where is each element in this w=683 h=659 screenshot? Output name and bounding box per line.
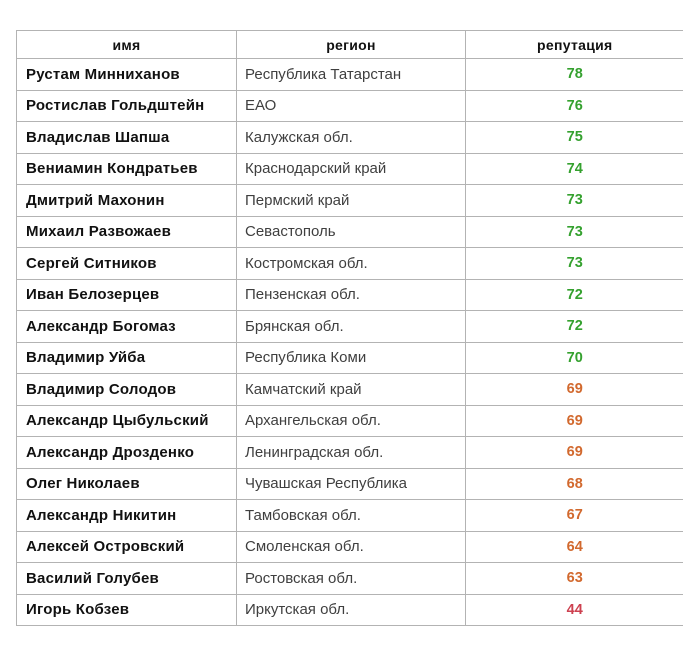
table-row [17, 374, 683, 406]
reputation-table [16, 30, 683, 626]
region-name: Костромская обл. [237, 248, 466, 280]
governor-name: Вениамин Кондратьев [17, 153, 237, 185]
table-row [17, 405, 683, 437]
governor-name: Михаил Развожаев [17, 216, 237, 248]
table-row [17, 342, 683, 374]
reputation-score: 73 [466, 216, 683, 248]
governor-name: Александр Никитин [17, 500, 237, 532]
region-name: Ростовская обл. [237, 563, 466, 595]
reputation-score: 69 [466, 437, 683, 469]
reputation-score: 78 [466, 59, 683, 91]
table-row [17, 311, 683, 343]
table-row [17, 437, 683, 469]
reputation-score: 67 [466, 500, 683, 532]
governor-name: Дмитрий Махонин [17, 185, 237, 217]
table-row [17, 122, 683, 154]
region-name: Смоленская обл. [237, 531, 466, 563]
governor-name: Василий Голубев [17, 563, 237, 595]
governor-name: Владимир Уйба [17, 342, 237, 374]
table-row [17, 216, 683, 248]
table-row [17, 248, 683, 280]
governor-name: Сергей Ситников [17, 248, 237, 280]
region-name: Камчатский край [237, 374, 466, 406]
column-header-name: имя [17, 31, 237, 59]
reputation-score: 74 [466, 153, 683, 185]
region-name: Брянская обл. [237, 311, 466, 343]
governor-name: Рустам Минниханов [17, 59, 237, 91]
governor-name: Александр Цыбульский [17, 405, 237, 437]
reputation-score: 75 [466, 122, 683, 154]
region-name: Архангельская обл. [237, 405, 466, 437]
region-name: Чувашская Республика [237, 468, 466, 500]
reputation-score: 69 [466, 405, 683, 437]
region-name: Тамбовская обл. [237, 500, 466, 532]
table-row [17, 153, 683, 185]
reputation-score: 72 [466, 311, 683, 343]
table-row [17, 468, 683, 500]
governor-name: Ростислав Гольдштейн [17, 90, 237, 122]
governor-name: Алексей Островский [17, 531, 237, 563]
reputation-score: 70 [466, 342, 683, 374]
governor-name: Александр Дрозденко [17, 437, 237, 469]
table-row [17, 90, 683, 122]
table-row [17, 563, 683, 595]
governor-name: Иван Белозерцев [17, 279, 237, 311]
table-row [17, 59, 683, 91]
reputation-score: 76 [466, 90, 683, 122]
reputation-score: 72 [466, 279, 683, 311]
region-name: Республика Татарстан [237, 59, 466, 91]
region-name: Пермский край [237, 185, 466, 217]
column-header-region: регион [237, 31, 466, 59]
region-name: Краснодарский край [237, 153, 466, 185]
table-row [17, 500, 683, 532]
column-header-reputation: репутация [466, 31, 683, 59]
table-row [17, 185, 683, 217]
reputation-score: 69 [466, 374, 683, 406]
reputation-score: 64 [466, 531, 683, 563]
reputation-score: 68 [466, 468, 683, 500]
table-body [17, 59, 683, 626]
governor-name: Игорь Кобзев [17, 594, 237, 626]
table-row [17, 594, 683, 626]
region-name: Пензенская обл. [237, 279, 466, 311]
region-name: ЕАО [237, 90, 466, 122]
region-name: Иркутская обл. [237, 594, 466, 626]
region-name: Ленинградская обл. [237, 437, 466, 469]
governor-name: Владимир Солодов [17, 374, 237, 406]
reputation-score: 63 [466, 563, 683, 595]
governor-name: Владислав Шапша [17, 122, 237, 154]
table-row [17, 531, 683, 563]
reputation-score: 73 [466, 248, 683, 280]
region-name: Республика Коми [237, 342, 466, 374]
table-row [17, 279, 683, 311]
governor-name: Александр Богомаз [17, 311, 237, 343]
reputation-table-container [16, 30, 683, 626]
region-name: Севастополь [237, 216, 466, 248]
region-name: Калужская обл. [237, 122, 466, 154]
governor-name: Олег Николаев [17, 468, 237, 500]
reputation-score: 44 [466, 594, 683, 626]
header-row [17, 31, 683, 59]
table-header [17, 31, 683, 59]
reputation-score: 73 [466, 185, 683, 217]
